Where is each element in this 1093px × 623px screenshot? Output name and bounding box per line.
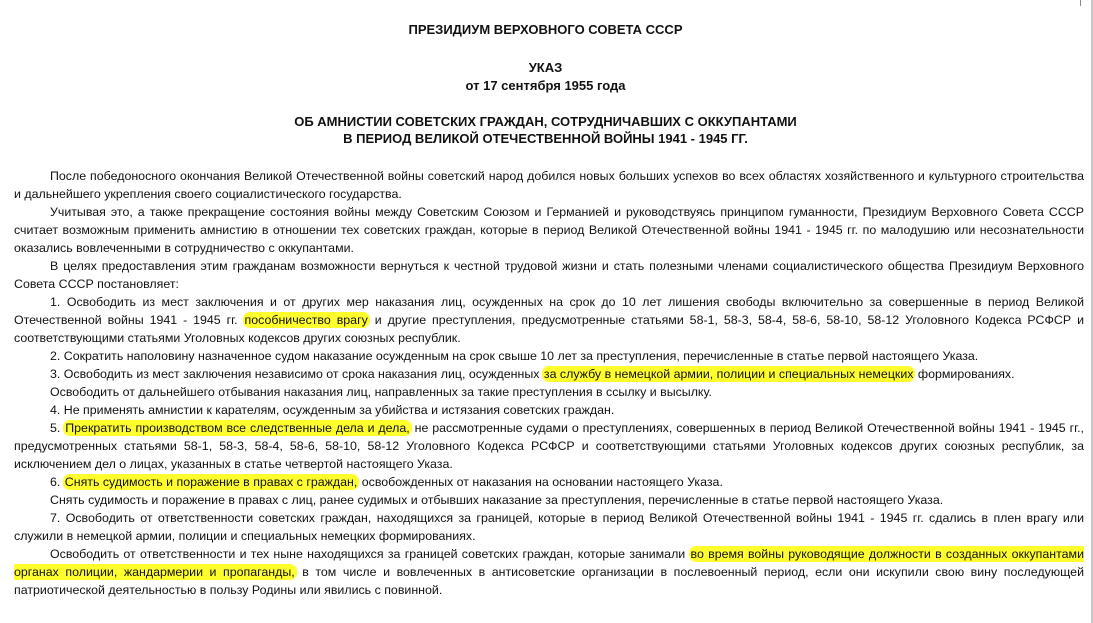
document-date: от 17 сентября 1955 года	[465, 78, 626, 93]
article-7: 7. Освободить от ответственности советских граждан, находящихся за границей, которые в период Великой Отечественной войны 1941 - 1945 гг. сдались в плен врагу или служили в немецкой армии, полиции и специальных немецких формированиях.	[14, 511, 1084, 543]
article-6	[14, 473, 1084, 491]
title-line-2: В ПЕРИОД ВЕЛИКОЙ ОТЕЧЕСТВЕННОЙ ВОЙНЫ 1941 - 1945 ГГ.	[343, 131, 748, 146]
paragraph-preamble-2: Учитывая это, а также прекращение состояния войны между Советским Союзом и Германией и руководствуясь принципом гуманности, Президиум Верховного Совета СССР считает возможным применить амнистию в отношении тех советских граждан, которые в период Великой Отечественной войны 1941 - 1945 гг. по малодушию или несознательности оказались вовлеченными в сотрудничество с оккупантами.	[14, 205, 1084, 255]
article-4: 4. Не применять амнистии к карателям, осужденным за убийства и истязания советских граждан.	[50, 403, 615, 417]
article-6-text-a: 6.	[50, 475, 64, 489]
article-7-text-a: Освободить от ответственности и тех ныне находящихся за границей советских граждан, которые занимали	[50, 547, 690, 561]
article-5-text-b: не рассмотренные судами о преступлениях, совершенных в период Великой Отечественной войны 1941 - 1945 гг., предусмотренных статьями 58-1, 58-3, 58-4, 58-6, 58-10, 58-12 Уголовного Кодекса РСФСР и соответствующими статьями Уголовных кодексов других союзных республик, за исключением дел о лицах, указанных в статье четвертой настоящего Указа.	[14, 421, 1084, 471]
article-3-text-b: формированиях.	[914, 367, 1015, 381]
paragraph-preamble-3: В целях предоставления этим гражданам возможности вернуться к честной трудовой жизни и стать полезными членами социалистического общества Президиум Верховного Совета СССР постановляет:	[14, 259, 1084, 291]
article-1	[14, 293, 1084, 347]
issuing-body: ПРЕЗИДИУМ ВЕРХОВНОГО СОВЕТА СССР	[408, 22, 683, 37]
paragraph-preamble-1: После победоносного окончания Великой Отечественной войны советский народ добился новых больших успехов во всех областях хозяйственного и культурного строительства и дальнейшего укрепления своего социалистического государства.	[14, 169, 1084, 201]
article-7-text-b: в том числе и вовлеченных в антисоветские организации в послевоенный период, если они искупили свою вину последующей патриотической деятельностью в пользу Родины или явились с повинной.	[14, 565, 1084, 597]
article-1-text-b: и другие преступления, предусмотренные статьями 58-1, 58-3, 58-4, 58-6, 58-10, 58-12 Уголовного Кодекса РСФСР и соответствующими статьями Уголовных кодексов других союзных республик.	[14, 313, 1084, 345]
highlight-german-service: за службу в немецкой армии, полиции и специальных немецких	[543, 367, 914, 381]
highlight-leadership-positions: во время войны руководящие должности в созданных оккупантами органах полиции, жандармерии и пропаганды,	[14, 547, 1084, 579]
article-2: 2. Сократить наполовину назначенное судом наказание осужденным на срок свыше 10 лет за преступления, перечисленные в статье первой настоящего Указа.	[50, 349, 979, 363]
title-line-1: ОБ АМНИСТИИ СОВЕТСКИХ ГРАЖДАН, СОТРУДНИЧАВШИХ С ОККУПАНТАМИ	[294, 114, 797, 129]
article-3-text-a: 3. Освободить из мест заключения независимо от срока наказания лиц, осужденных	[50, 367, 543, 381]
article-3-exile: Освободить от дальнейшего отбывания наказания лиц, направленных за такие преступления в ссылку и высылку.	[50, 385, 712, 399]
highlight-cases-dropped: Прекратить производством все следственные дела и дела,	[65, 421, 410, 435]
article-6-text-b: освобожденных от наказания на основании настоящего Указа.	[358, 475, 723, 489]
decree-body	[14, 167, 1084, 599]
article-3	[14, 365, 1084, 383]
article-5	[14, 419, 1084, 473]
article-5-text-a: 5.	[50, 421, 65, 435]
article-1-text-a: 1. Освободить из мест заключения и от других мер наказания лиц, осужденных на срок до 10 лет лишения свободы включительно за совершенные в период Великой Отечественной войны 1941 - 1945 гг.	[14, 295, 1084, 327]
highlight-record-cleared: Снять судимость и поражение в правах с граждан,	[64, 475, 358, 489]
document-type: УКАЗ	[528, 60, 563, 75]
article-6-prior: Снять судимость и поражение в правах с лиц, ранее судимых и отбывших наказание за преступления, перечисленные в статье первой настоящего Указа.	[50, 493, 944, 507]
article-7-leaders	[14, 545, 1084, 599]
highlight-collaboration: пособничество врагу	[244, 313, 368, 327]
